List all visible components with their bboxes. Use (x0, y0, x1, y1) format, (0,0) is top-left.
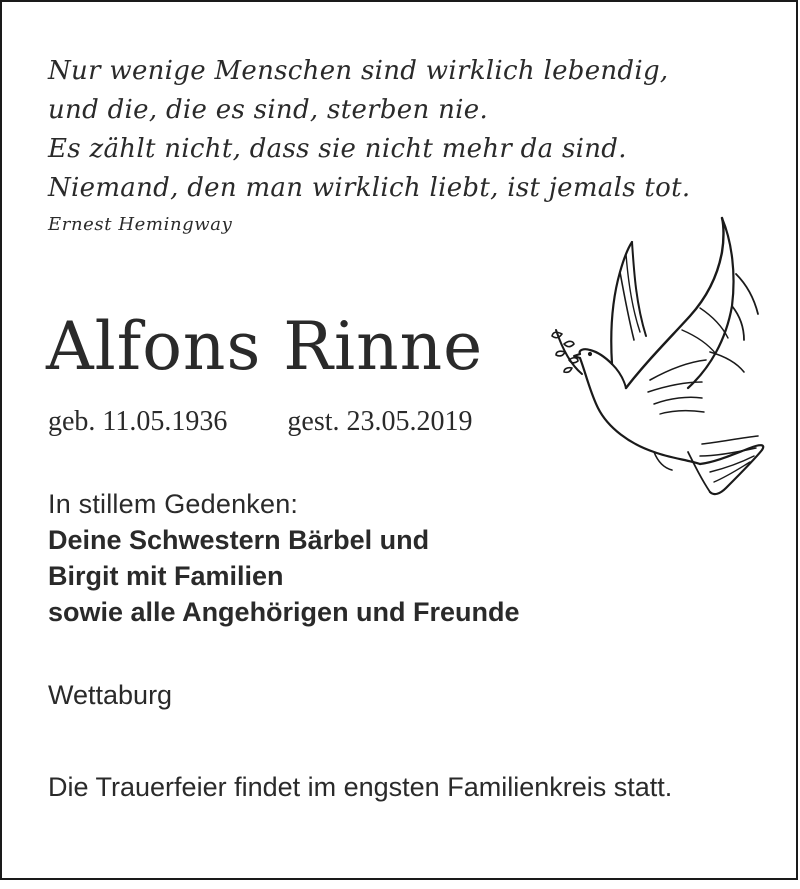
funeral-note: Die Trauerfeier findet im engsten Familienkreis statt. (48, 772, 673, 802)
birth-date: geb. 11.05.1936 (48, 406, 228, 437)
quote-line: Es zählt nicht, dass sie nicht mehr da sind. (48, 134, 627, 164)
quote-line: Niemand, den man wirklich liebt, ist jemals tot. (48, 173, 691, 203)
quote-line: und die, die es sind, sterben nie. (48, 95, 489, 125)
quote-author: Ernest Hemingway (48, 214, 233, 235)
quote-line: Nur wenige Menschen sind wirklich lebendig, (48, 56, 669, 86)
place-name: Wettaburg (48, 680, 173, 710)
mourners-line: Birgit mit Familien (48, 561, 284, 591)
mourners-line: sowie alle Angehörigen und Freunde (48, 597, 520, 627)
dove-icon (550, 212, 772, 502)
mourners-line: Deine Schwestern Bärbel und (48, 525, 430, 555)
mourners-block (48, 486, 520, 630)
mourners-intro: In stillem Gedenken: (48, 489, 299, 519)
memorial-quote (48, 52, 748, 208)
deceased-name: Alfons Rinne (46, 308, 484, 385)
life-dates (48, 406, 473, 438)
death-date: gest. 23.05.2019 (287, 406, 473, 437)
